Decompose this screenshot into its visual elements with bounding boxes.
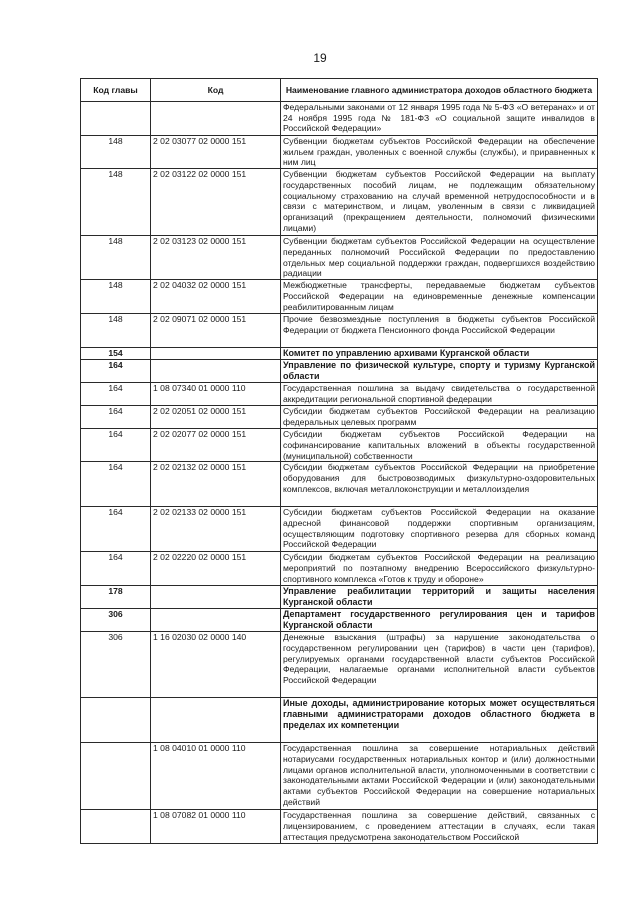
administrator-name-cell: Субвенции бюджетам субъектов Российской Федерации на обеспечение жильем граждан, уволенных с военной службы (службы), и приравненных к ним лиц — [281, 136, 598, 169]
revenue-code-cell — [151, 102, 281, 136]
section-row — [81, 609, 598, 632]
section-row — [81, 586, 598, 609]
chapter-code-cell: 306 — [81, 609, 151, 632]
administrator-name-cell: Государственная пошлина за совершение нотариальных действий нотариусами государственных нотариальных контор и (или) должностными лицами органов исполнительной власти, уполномоченными в соответствии с законодательными актами Российской Федерации и (или) законодательными актами субъектов Российской Федерации на совершение нотариальных действий — [281, 743, 598, 810]
revenue-code-cell: 2 02 03077 02 0000 151 — [151, 136, 281, 169]
page-number: 19 — [313, 51, 327, 65]
chapter-code-cell: 164 — [81, 507, 151, 552]
header-chapter-code: Код главы — [81, 79, 151, 102]
header-code: Код — [151, 79, 281, 102]
revenue-code-cell: 2 02 02133 02 0000 151 — [151, 507, 281, 552]
table-header-row — [81, 79, 598, 102]
revenue-code-cell: 1 16 02030 02 0000 140 — [151, 632, 281, 698]
administrator-name-cell: Денежные взыскания (штрафы) за нарушение законодательства о государственном регулировании цен (тарифов) в части цен (тарифов), регулируемых органами государственной власти субъектов Российской Федерации, налагаемые органами исполнительной власти субъектов Российской Федерации — [281, 632, 598, 698]
table-row — [81, 462, 598, 507]
chapter-code-cell — [81, 810, 151, 844]
revenue-code-cell — [151, 609, 281, 632]
table-row — [81, 507, 598, 552]
section-row — [81, 348, 598, 360]
revenue-code-cell — [151, 586, 281, 609]
table-row — [81, 280, 598, 314]
table-row — [81, 314, 598, 348]
revenue-code-cell: 1 08 07082 01 0000 110 — [151, 810, 281, 844]
administrator-name-cell: Субсидии бюджетам субъектов Российской Федерации на оказание адресной финансовой поддержки спортивным организациям, осуществляющим подготовку спортивного резерва для сборных команд Российской Федерации — [281, 507, 598, 552]
administrator-name-cell: Государственная пошлина за выдачу свидетельства о государственной аккредитации региональной спортивной федерации — [281, 383, 598, 406]
section-row — [81, 360, 598, 383]
table-row — [81, 406, 598, 429]
table-row — [81, 632, 598, 698]
table-row — [81, 169, 598, 236]
header-administrator-name: Наименование главного администратора доходов областного бюджета — [281, 79, 598, 102]
table-row — [81, 429, 598, 462]
chapter-code-cell — [81, 743, 151, 810]
administrator-name-cell: Управление реабилитации территорий и защиты населения Курганской области — [281, 586, 598, 609]
revenue-code-cell: 2 02 02220 02 0000 151 — [151, 552, 281, 586]
chapter-code-cell: 148 — [81, 136, 151, 169]
chapter-code-cell: 164 — [81, 429, 151, 462]
administrator-name-cell: Иные доходы, администрирование которых может осуществляться главными администраторами доходов областного бюджета в пределах их компетенции — [281, 698, 598, 743]
revenue-code-cell: 2 02 03123 02 0000 151 — [151, 236, 281, 280]
table-row — [81, 102, 598, 136]
chapter-code-cell: 306 — [81, 632, 151, 698]
table-row — [81, 552, 598, 586]
revenue-code-cell — [151, 348, 281, 360]
chapter-code-cell: 148 — [81, 236, 151, 280]
administrator-name-cell: Субсидии бюджетам субъектов Российской Федерации на приобретение оборудования для быстровозводимых физкультурно-оздоровительных комплексов, включая металлоконструкции и металлоизделия — [281, 462, 598, 507]
table-row — [81, 236, 598, 280]
revenue-code-cell: 2 02 04032 02 0000 151 — [151, 280, 281, 314]
chapter-code-cell: 154 — [81, 348, 151, 360]
revenue-code-cell: 2 02 02077 02 0000 151 — [151, 429, 281, 462]
chapter-code-cell: 164 — [81, 383, 151, 406]
chapter-code-cell — [81, 102, 151, 136]
table-row — [81, 383, 598, 406]
revenue-code-cell: 2 02 09071 02 0000 151 — [151, 314, 281, 348]
revenue-code-cell: 1 08 07340 01 0000 110 — [151, 383, 281, 406]
chapter-code-cell: 164 — [81, 406, 151, 429]
administrator-name-cell: Комитет по управлению архивами Курганской области — [281, 348, 598, 360]
chapter-code-cell: 148 — [81, 314, 151, 348]
section-row — [81, 698, 598, 743]
administrator-name-cell: Департамент государственного регулирования цен и тарифов Курганской области — [281, 609, 598, 632]
chapter-code-cell: 178 — [81, 586, 151, 609]
chapter-code-cell: 148 — [81, 169, 151, 236]
table-row — [81, 810, 598, 844]
administrator-name-cell: Субсидии бюджетам субъектов Российской Федерации на реализацию мероприятий по поэтапному внедрению Всероссийского физкультурно-спортивного комплекса «Готов к труду и обороне» — [281, 552, 598, 586]
table-row — [81, 743, 598, 810]
administrator-name-cell: Субвенции бюджетам субъектов Российской Федерации на осуществление переданных полномочий Российской Федерации по предоставлению отдельных мер социальной поддержки граждан, подвергшихся воздействию радиации — [281, 236, 598, 280]
revenue-code-cell — [151, 698, 281, 743]
revenue-code-cell — [151, 360, 281, 383]
revenue-code-cell: 2 02 02132 02 0000 151 — [151, 462, 281, 507]
table-body — [81, 102, 598, 844]
administrator-name-cell: Субсидии бюджетам субъектов Российской Федерации на реализацию федеральных целевых программ — [281, 406, 598, 429]
administrator-name-cell: Межбюджетные трансферты, передаваемые бюджетам субъектов Российской Федерации на единовременные денежные компенсации реабилитированным лицам — [281, 280, 598, 314]
administrator-name-cell: Управление по физической культуре, спорту и туризму Курганской области — [281, 360, 598, 383]
table-row — [81, 136, 598, 169]
revenue-code-cell: 1 08 04010 01 0000 110 — [151, 743, 281, 810]
chapter-code-cell — [81, 698, 151, 743]
administrator-name-cell: Государственная пошлина за совершение действий, связанных с лицензированием, с проведением аттестации в случаях, если такая аттестация предусмотрена законодательством Российской — [281, 810, 598, 844]
administrator-name-cell: Субсидии бюджетам субъектов Российской Федерации на софинансирование капитальных вложений в объекты государственной (муниципальной) собственности — [281, 429, 598, 462]
revenue-code-cell: 2 02 03122 02 0000 151 — [151, 169, 281, 236]
revenue-administrators-table — [80, 78, 598, 844]
revenue-code-cell: 2 02 02051 02 0000 151 — [151, 406, 281, 429]
chapter-code-cell: 164 — [81, 462, 151, 507]
administrator-name-cell: Федеральными законами от 12 января 1995 года № 5-ФЗ «О ветеранах» и от 24 ноября 1995 года № 181-ФЗ «О социальной защите инвалидов в Российской Федерации» — [281, 102, 598, 136]
chapter-code-cell: 164 — [81, 360, 151, 383]
chapter-code-cell: 148 — [81, 280, 151, 314]
administrator-name-cell: Прочие безвозмездные поступления в бюджеты субъектов Российской Федерации от бюджета Пенсионного фонда Российской Федерации — [281, 314, 598, 348]
chapter-code-cell: 164 — [81, 552, 151, 586]
administrator-name-cell: Субвенции бюджетам субъектов Российской Федерации на выплату государственных пособий лицам, не подлежащим обязательному социальному страхованию на случай временной нетрудоспособности и в связи с материнством, и лицам, уволенным в связи с ликвидацией организаций (прекращением деятельности, полномочий физическими лицами) — [281, 169, 598, 236]
